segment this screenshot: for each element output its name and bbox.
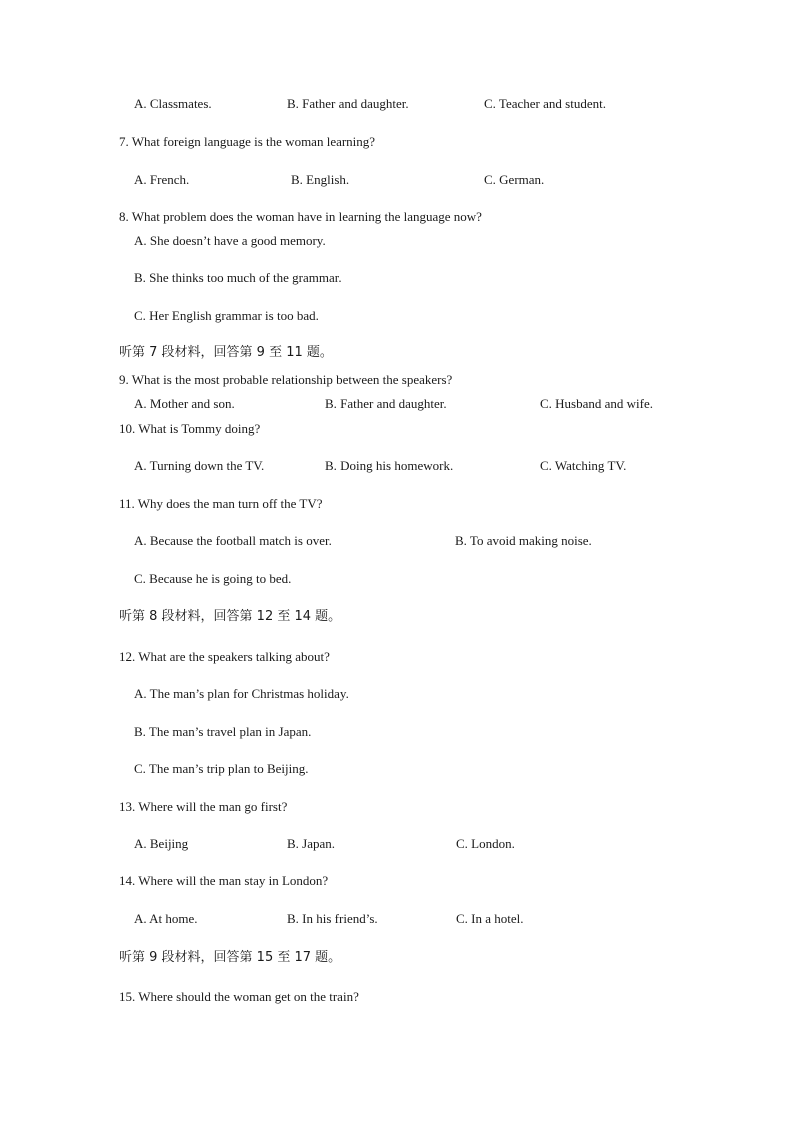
q9-option-c: C. Husband and wife.: [540, 396, 654, 411]
q7-question: 7. What foreign language is the woman learning?: [119, 134, 376, 149]
q11-question: 11. Why does the man turn off the TV?: [119, 496, 323, 511]
q13-option-b: B. Japan.: [287, 836, 336, 851]
q8-option-c: C. Her English grammar is too bad.: [134, 308, 319, 323]
q12-question: 12. What are the speakers talking about?: [119, 649, 330, 664]
q15-question: 15. Where should the woman get on the train?: [119, 989, 359, 1004]
q9-option-a: A. Mother and son.: [134, 396, 235, 411]
q6-option-c: C. Teacher and student.: [484, 96, 606, 111]
q13-question: 13. Where will the man go first?: [119, 799, 288, 814]
q14-question: 14. Where will the man stay in London?: [119, 873, 329, 888]
q7-option-c: C. German.: [484, 172, 545, 187]
q8-option-a: A. She doesn’t have a good memory.: [134, 233, 326, 248]
q13-option-c: C. London.: [456, 836, 515, 851]
q14-option-a: A. At home.: [134, 911, 198, 926]
q9-option-b: B. Father and daughter.: [325, 396, 447, 411]
q11-option-a: A. Because the football match is over.: [134, 533, 332, 548]
q14-option-b: B. In his friend’s.: [287, 911, 378, 926]
section-9-heading: 听第 9 段材料，回答第 15 至 17 题。: [119, 950, 342, 965]
q10-question: 10. What is Tommy doing?: [119, 421, 261, 436]
q10-option-b: B. Doing his homework.: [325, 458, 454, 473]
q10-option-c: C. Watching TV.: [540, 458, 627, 473]
q12-option-a: A. The man’s plan for Christmas holiday.: [134, 686, 349, 701]
q10-option-a: A. Turning down the TV.: [134, 458, 265, 473]
q7-option-b: B. English.: [291, 172, 350, 187]
section-8-heading: 听第 8 段材料，回答第 12 至 14 题。: [119, 609, 342, 624]
q12-option-c: C. The man’s trip plan to Beijing.: [134, 761, 309, 776]
q6-option-a: A. Classmates.: [134, 96, 212, 111]
q7-option-a: A. French.: [134, 172, 190, 187]
q6-option-b: B. Father and daughter.: [287, 96, 409, 111]
q11-option-c: C. Because he is going to bed.: [134, 571, 292, 586]
q11-option-b: B. To avoid making noise.: [455, 533, 592, 548]
q14-option-c: C. In a hotel.: [456, 911, 524, 926]
q8-option-b: B. She thinks too much of the grammar.: [134, 270, 342, 285]
section-7-heading: 听第 7 段材料，回答第 9 至 11 题。: [119, 345, 333, 360]
q9-question: 9. What is the most probable relationship between the speakers?: [119, 372, 453, 387]
q8-question: 8. What problem does the woman have in learning the language now?: [119, 209, 482, 224]
q12-option-b: B. The man’s travel plan in Japan.: [134, 724, 312, 739]
q13-option-a: A. Beijing: [134, 836, 189, 851]
